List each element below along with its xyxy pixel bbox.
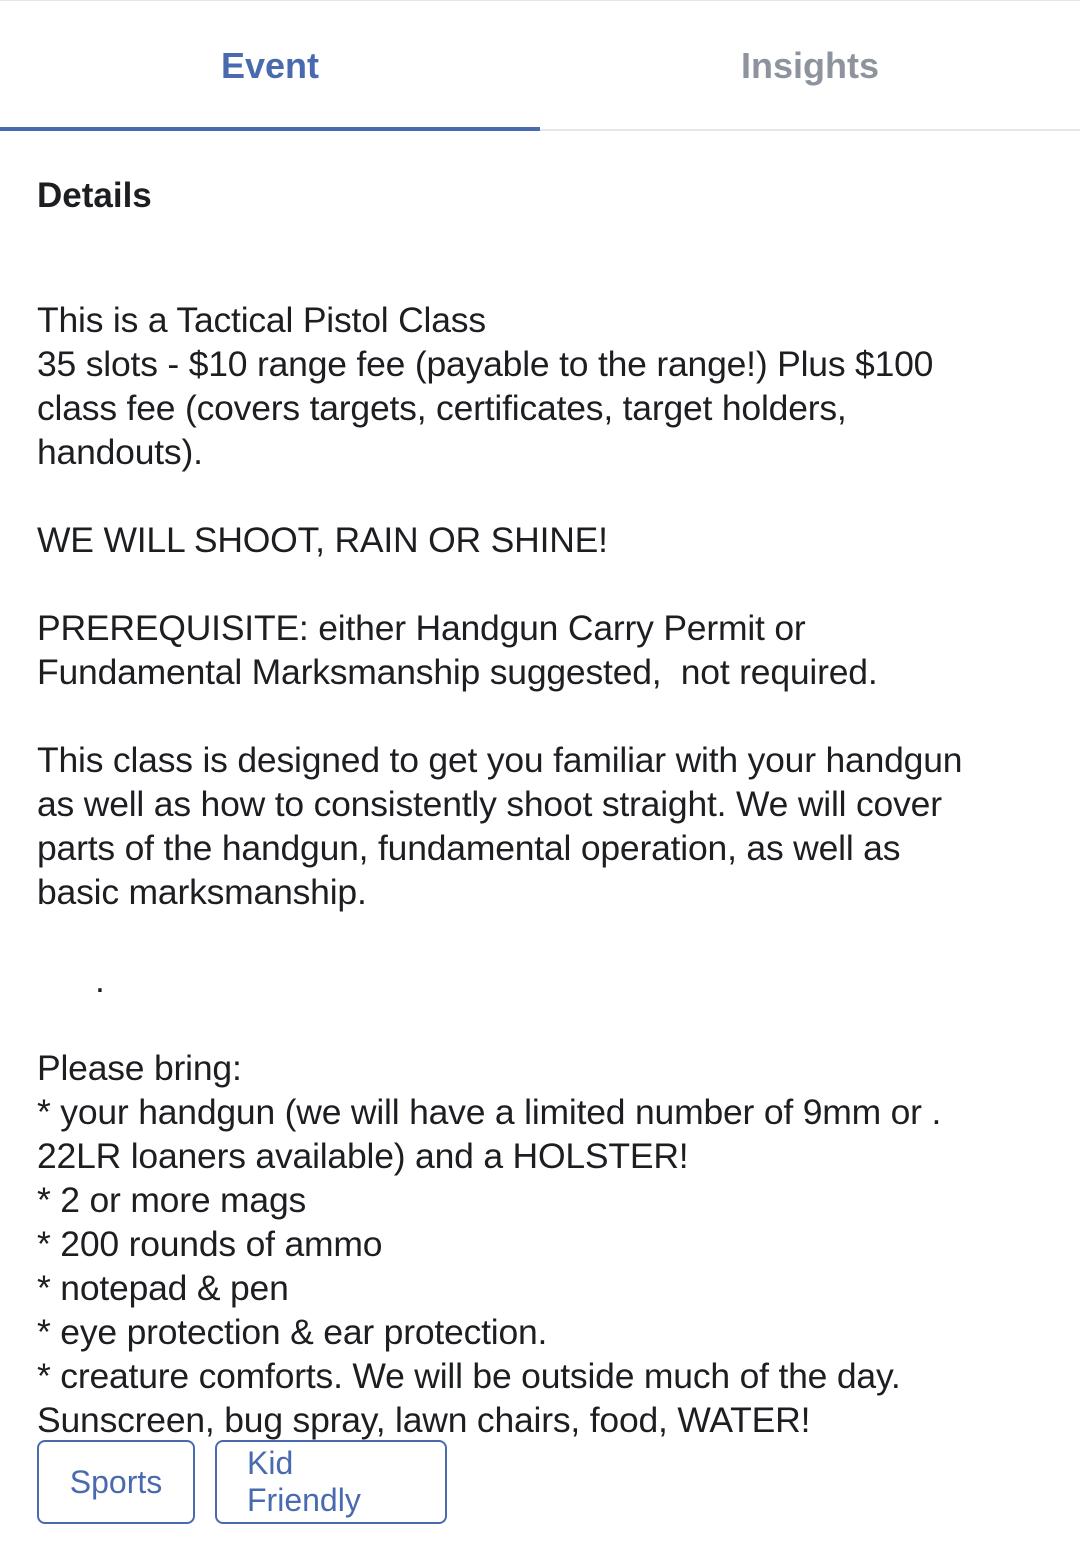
category-tags — [37, 1440, 447, 1524]
event-description: This is a Tactical Pistol Class 35 slots - $10 range fee (payable to the range!) Plus $100 class fee (covers targets, certificates, target holders, handouts). WE WILL SHOOT, RAIN OR SHINE! PREREQUISITE: either Handgun Carry Permit or Fundamental Marksmanship suggested, not required. This class is designed to get you familiar with your handgun as well as how to consistently shoot straight. We will cover parts of the handgun, fundamental operation, as well as basic marksmanship. . Please bring: * your handgun (we will have a limited number of 9mm or . 22LR loaners available) and a HOLSTER! * 2 or more mags * 200 rounds of ammo * notepad & pen * eye protection & ear protection. * creature comforts. We will be outside much of the day. Sunscreen, bug spray, lawn chairs, food, WATER! — [37, 300, 963, 1440]
details-heading: Details — [37, 176, 152, 215]
active-tab-indicator — [0, 127, 540, 131]
tag-kid-friendly[interactable]: Kid Friendly — [215, 1440, 447, 1524]
tab-insights[interactable]: Insights — [740, 45, 879, 86]
tab-event[interactable]: Event — [220, 45, 320, 86]
tab-bar — [0, 0, 1080, 131]
tag-sports[interactable]: Sports — [37, 1440, 195, 1524]
